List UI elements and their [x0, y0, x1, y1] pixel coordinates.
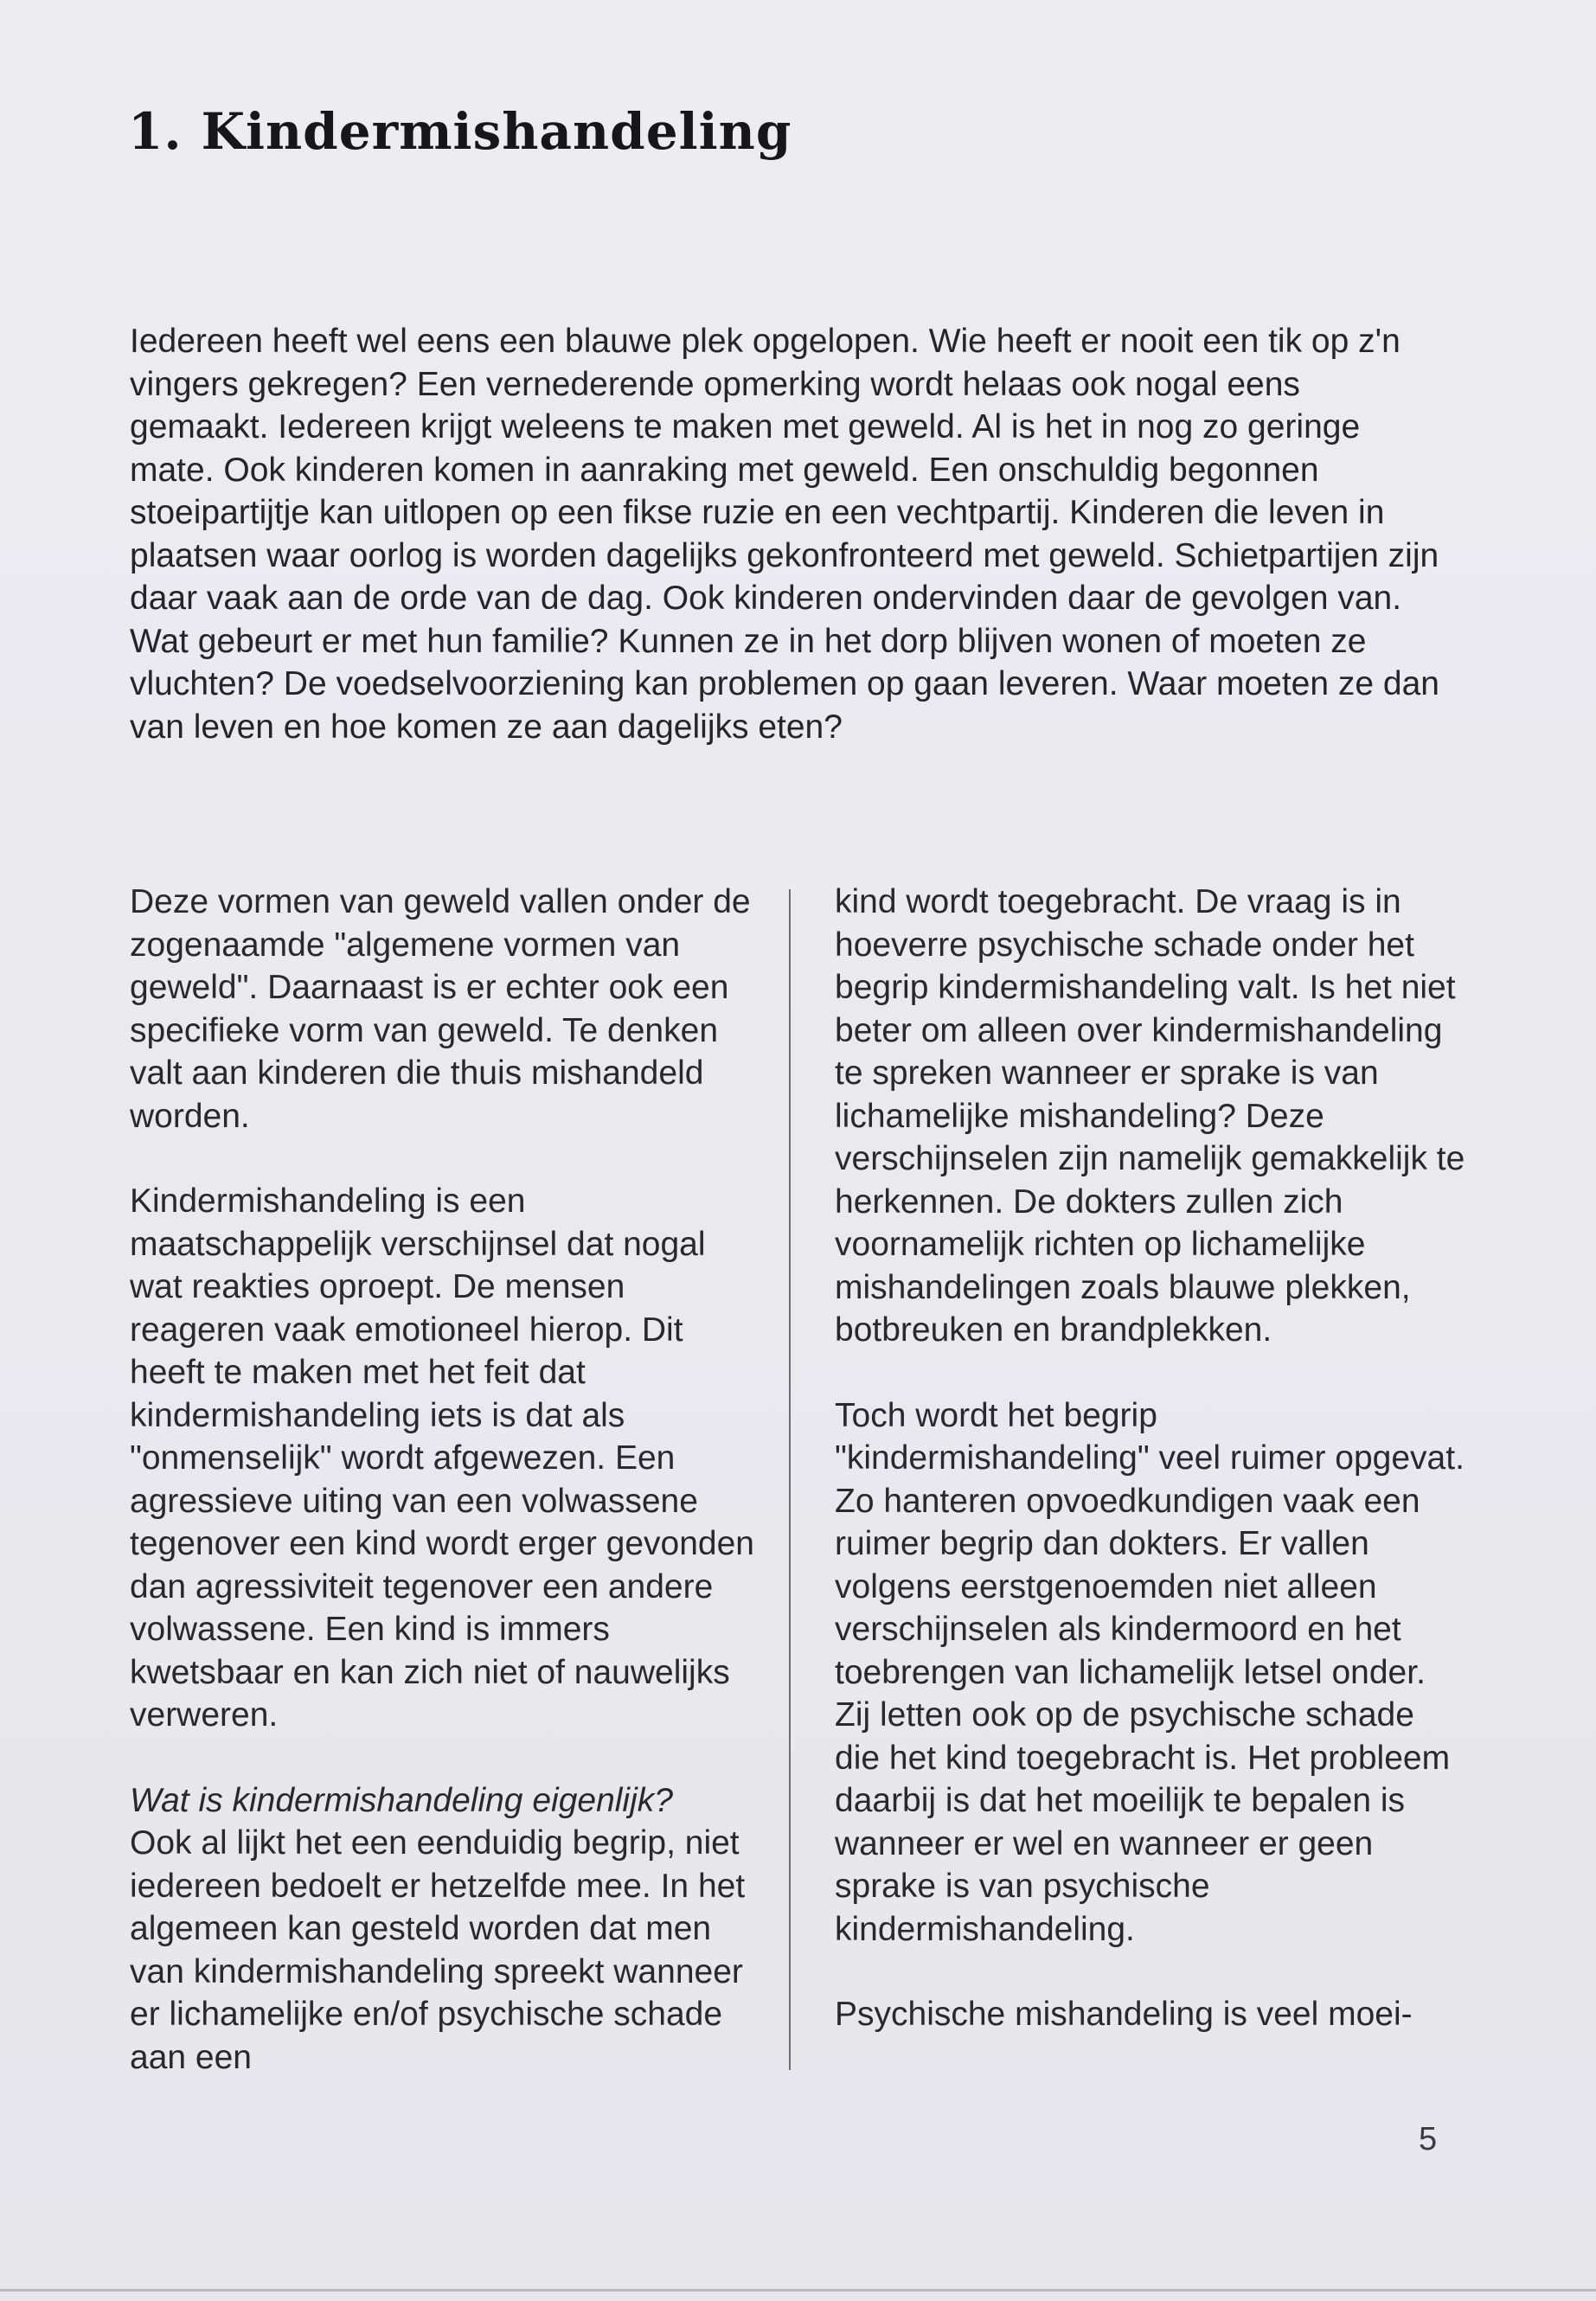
section-subheading: Wat is kindermishandeling eigenlijk?: [130, 1781, 673, 1819]
right-paragraph-2: Toch wordt het begrip "kindermishandeling" veel ruimer opgevat. Zo hanteren opvoedkundigen vaak een ruimer begrip dan dokters. Er vallen volgens eerstgenoemden niet alleen verschijnselen als kindermoord en het toebrengen van lichamelijk letsel onder. Zij letten ook op de psychische schade die het kind toegebracht is. Het probleem daarbij is dat het moeilijk te bepalen is wanneer er wel en wanneer er geen sprake is van psychische kindermishandeling.: [835, 1396, 1465, 1948]
chapter-number: 1.: [128, 102, 183, 161]
chapter-title: [128, 102, 792, 161]
intro-paragraph: Iedereen heeft wel eens een blauwe plek opgelopen. Wie heeft er nooit een tik op z'n vingers gekregen? Een vernederende opmerking wordt helaas ook nogal eens gemaakt. Iedereen krijgt weleens te maken met geweld. Al is het in nog zo geringe mate. Ook kinderen komen in aanraking met geweld. Een onschuldig begonnen stoeipartijtje kan uitlopen op een fikse ruzie en een vechtpartij. Kinderen die leven in plaatsen waar oorlog is worden dagelijks gekonfronteerd met geweld. Schietpartijen zijn daar vaak aan de orde van de dag. Ook kinderen ondervinden daar de gevolgen van. Wat gebeurt er met hun familie? Kunnen ze in het dorp blijven wonen of moeten ze vluchten? De voedselvoorziening kan problemen op gaan leveren. Waar moeten ze dan van leven en hoe komen ze aan dagelijks eten?: [130, 323, 1439, 746]
left-column: [130, 881, 761, 2079]
page-bottom-edge: [0, 2289, 1596, 2291]
left-paragraph-3-text: Ook al lijkt het een eenduidig begrip, niet iedereen bedoelt er hetzelfde mee. In het algemeen kan gesteld worden dat men van kindermishandeling spreekt wanneer er lichamelijke en/of psychische schade aan een: [130, 1824, 746, 2076]
right-paragraph-3: Psychische mishandeling is veel moei-: [835, 1996, 1413, 2033]
column-divider: [789, 889, 791, 2070]
left-paragraph-3: [130, 1779, 761, 2080]
chapter-title-text: Kindermishandeling: [201, 102, 792, 161]
right-paragraph-1: kind wordt toegebracht. De vraag is in hoeverre psychische schade onder het begrip kindermishandeling valt. Is het niet beter om alleen over kindermishandeling te spreken wanneer er sprake is van lichamelijke mishandeling? Deze verschijnselen zijn namelijk gemakkelijk te herkennen. De dokters zullen zich voornamelijk richten op lichamelijke mishandelingen zoals blauwe plekken, botbreuken en brandplekken.: [835, 883, 1465, 1349]
page-number: 5: [1419, 2121, 1438, 2157]
right-column: [835, 881, 1466, 2036]
left-paragraph-1: Deze vormen van geweld vallen onder de zogenaamde "algemene vormen van geweld". Daarnaast is er echter ook een specifieke vorm van geweld. Te denken valt aan kinderen die thuis mishandeld worden.: [130, 883, 751, 1135]
left-paragraph-2: Kindermishandeling is een maatschappelijk verschijnsel dat nogal wat reakties oproept. De mensen reageren vaak emotioneel hierop. Dit heeft te maken met het feit dat kindermishandeling iets is dat als "onmenselijk" wordt afgewezen. Een agressieve uiting van een volwassene tegenover een kind wordt erger gevonden dan agressiviteit tegenover een andere volwassene. Een kind is immers kwetsbaar en kan zich niet of nauwelijks verweren.: [130, 1183, 754, 1734]
